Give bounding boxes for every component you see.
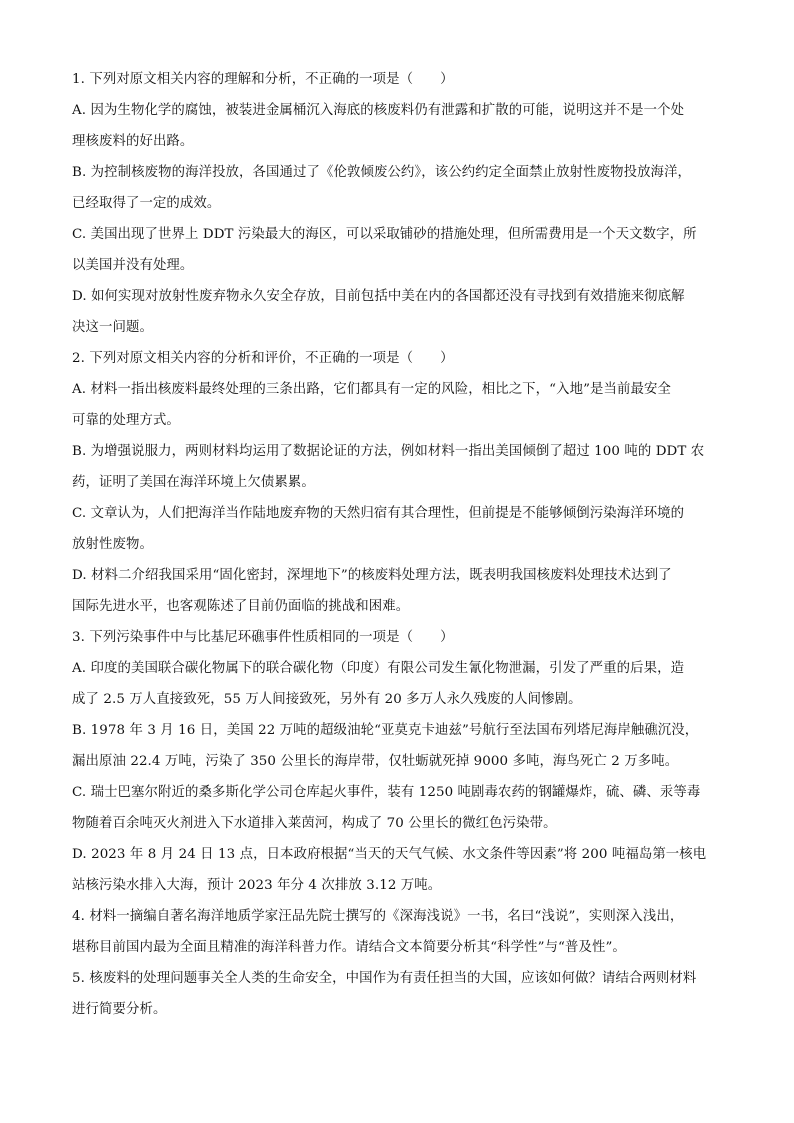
option-text-line: C. 文章认为，人们把海洋当作陆地废弃物的天然归宿有其合理性，但前提是不能够倾倒污染海洋环境的: [72, 506, 685, 521]
option-text-line: B. 1978 年 3 月 16 日，美国 22 万吨的超级油轮“亚莫克卡迪兹”号航行至法国布列塔尼海岸触礁沉没，: [72, 723, 699, 738]
question-5-stem-line: 5. 核废料的处理问题事关全人类的生命安全，中国作为有责任担当的大国，应该如何做？请结合两则材料: [72, 971, 697, 986]
option-text-line: D. 如何实现对放射性废弃物永久安全存放，目前包括中美在内的各国都还没有寻找到有效措施来彻底解: [72, 289, 685, 304]
question-3-option-d: [72, 839, 722, 901]
option-text-line: B. 为增强说服力，两则材料均运用了数据论证的方法，例如材料一指出美国倾倒了超过 100 吨的 DDT 农: [72, 444, 705, 459]
question-5: [72, 963, 722, 1025]
option-text-line: 站核污染水排入大海，预计 2023 年分 4 次排放 3.12 万吨。: [72, 878, 442, 893]
question-1-option-d: [72, 281, 722, 343]
question-1: [72, 64, 722, 343]
question-2-option-a: [72, 374, 722, 436]
question-3-option-a: [72, 653, 722, 715]
question-3: [72, 622, 722, 901]
question-1-option-b: [72, 157, 722, 219]
question-3-option-c: [72, 777, 722, 839]
question-5-stem-line: 进行简要分析。: [72, 1002, 167, 1017]
option-text-line: C. 瑞士巴塞尔附近的桑多斯化学公司仓库起火事件，装有 1250 吨剧毒农药的钢罐爆炸，硫、磷、汞等毒: [72, 785, 701, 800]
question-1-option-c: [72, 219, 722, 281]
option-text-line: 决这一问题。: [72, 320, 153, 335]
question-2-stem: 2. 下列对原文相关内容的分析和评价，不正确的一项是（ ）: [72, 351, 454, 366]
option-text-line: 药，证明了美国在海洋环境上欠债累累。: [72, 475, 315, 490]
question-4: [72, 901, 722, 963]
question-2-option-b: [72, 436, 722, 498]
option-text-line: A. 印度的美国联合碳化物属下的联合碳化物（印度）有限公司发生氰化物泄漏，引发了严重的后果，造: [72, 661, 685, 676]
question-4-stem-line: 4. 材料一摘编自著名海洋地质学家汪品先院士撰写的《深海浅说》一书，名曰“浅说”，实则深入浅出，: [72, 909, 684, 924]
question-sheet: [72, 64, 722, 1025]
option-text-line: 漏出原油 22.4 万吨，污染了 350 公里长的海岸带，仅牡蛎就死掉 9000 多吨，海鸟死亡 2 万多吨。: [72, 754, 679, 769]
option-text-line: C. 美国出现了世界上 DDT 污染最大的海区，可以采取铺砂的措施处理，但所需费用是一个天文数字，所: [72, 227, 697, 242]
option-text-line: B. 为控制核废物的海洋投放，各国通过了《伦敦倾废公约》，该公约约定全面禁止放射性废物投放海洋，: [72, 165, 692, 180]
question-1-option-a: [72, 95, 722, 157]
question-2-option-c: [72, 498, 722, 560]
option-text-line: 成了 2.5 万人直接致死，55 万人间接致死，另外有 20 多万人永久残废的人间惨剧。: [72, 692, 582, 707]
option-text-line: 物随着百余吨灭火剂进入下水道排入莱茵河，构成了 70 公里长的微红色污染带。: [72, 816, 557, 831]
option-text-line: D. 材料二介绍我国采用“固化密封，深埋地下”的核废料处理方法，既表明我国核废料处理技术达到了: [72, 568, 672, 583]
option-text-line: 理核废料的好出路。: [72, 134, 194, 149]
option-text-line: 放射性废物。: [72, 537, 153, 552]
option-text-line: 可靠的处理方式。: [72, 413, 180, 428]
option-text-line: D. 2023 年 8 月 24 日 13 点，日本政府根据“当天的天气气候、水文条件等因素”将 200 吨福岛第一核电: [72, 847, 707, 862]
question-2: [72, 343, 722, 622]
option-text-line: 以美国并没有处理。: [72, 258, 194, 273]
option-text-line: A. 材料一指出核废料最终处理的三条出路，它们都具有一定的风险，相比之下，“入地”是当前最安全: [72, 382, 671, 397]
question-3-option-b: [72, 715, 722, 777]
question-3-stem: 3. 下列污染事件中与比基尼环礁事件性质相同的一项是（ ）: [72, 630, 454, 645]
question-1-stem: 1. 下列对原文相关内容的理解和分析，不正确的一项是（ ）: [72, 72, 454, 87]
option-text-line: A. 因为生物化学的腐蚀，被装进金属桶沉入海底的核废料仍有泄露和扩散的可能，说明这并不是一个处: [72, 103, 685, 118]
option-text-line: 已经取得了一定的成效。: [72, 196, 221, 211]
option-text-line: 国际先进水平，也客观陈述了目前仍面临的挑战和困难。: [72, 599, 410, 614]
question-2-option-d: [72, 560, 722, 622]
question-4-stem-line: 堪称目前国内最为全面且精准的海洋科普力作。请结合文本简要分析其“科学性”与“普及性”。: [72, 940, 626, 955]
